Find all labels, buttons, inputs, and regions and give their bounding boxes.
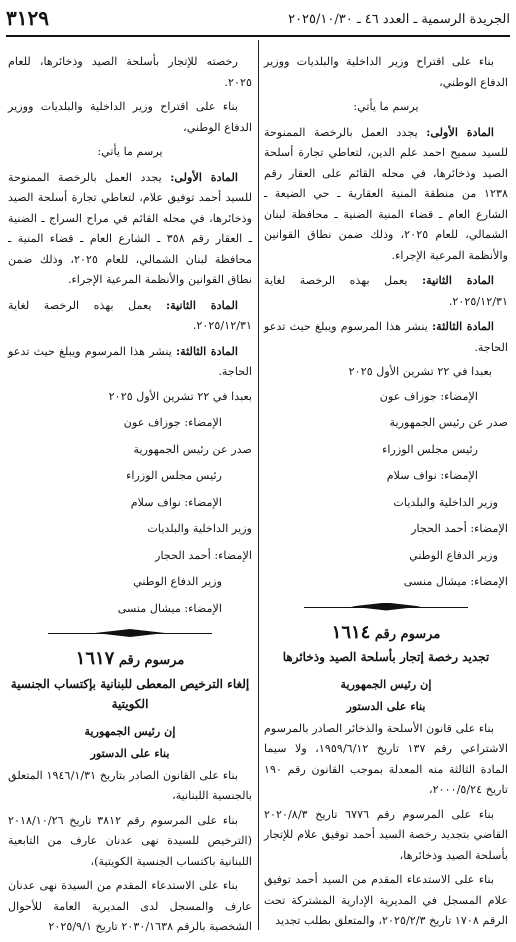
article-2	[264, 270, 508, 312]
president-heading: إن رئيس الجمهورية	[84, 723, 176, 738]
decree-title	[264, 623, 508, 646]
article-label: المادة الأولى:	[170, 169, 238, 184]
constitution-heading: بناء على الدستور	[90, 746, 170, 760]
page-number: ٣١٢٩	[6, 6, 49, 30]
decree-date: بعبدا في ٢٢ تشرين الأول ٢٠٢٥	[108, 389, 252, 403]
paragraph: رخصته للإتجار بأسلحة الصيد وذخائرها، للعام ٢٠٢٥.	[8, 55, 252, 89]
header-rule	[6, 35, 510, 37]
column-divider	[258, 40, 259, 930]
president-signature: الإمضاء: جوزاف عون	[123, 416, 222, 429]
article-label: المادة الأولى:	[426, 124, 494, 139]
paragraph: بناء على القانون الصادر بتاريخ ١٩٤٦/١/٣١ المتعلق بالجنسية اللبنانية،	[8, 768, 252, 802]
article-text: يعمل بهذه الرخصة لغاية ٢٠٢٥/١٢/٣١.	[8, 298, 252, 332]
article-label: المادة الثالثة:	[176, 343, 238, 358]
decree-number: ١٦١٤	[331, 621, 371, 643]
article-text: يجدد العمل بالرخصة الممنوحة للسيد أحمد توفيق علام، لتعاطي تجارة أسلحة الصيد وذخائرها، في محله القائم في مراح السراج ـ الضنية ـ العقار رقم ٣٥٨ ـ الشارع العام ـ قضاء المنية ـ محافظة لبنان الشمالي، للعام ٢٠٢٥، وذلك ضمن نطاق القوانين والأنظمة المرعية الإجراء.	[8, 170, 252, 286]
article-3	[264, 316, 508, 358]
left-column	[8, 52, 252, 942]
paragraph: بناء على المرسوم رقم ٦٧٧٦ تاريخ ٢٠٢٠/٨/٣ القاضي بتجديد رخصة السيد أحمد توفيق علام للإتجار بأسلحة الصيد وذخائرها،	[264, 807, 508, 862]
article-text: يعمل بهذه الرخصة لغاية ٢٠٢٥/١٢/٣١.	[264, 274, 508, 308]
defense-minister-signature: الإمضاء: ميشال منسى	[403, 575, 508, 588]
article-text: ينشر هذا المرسوم ويبلغ حيث تدعو الحاجة.	[8, 344, 252, 378]
page-header	[6, 4, 510, 34]
interior-minister-title: وزير الداخلية والبلديات	[393, 495, 498, 509]
paragraph: بناء على المرسوم رقم ٣٨١٢ تاريخ ٢٠١٨/١٠/٢٦ (الترخيص للسيدة نهى عدنان عارف من التابعية اللبنانية باكتساب الجنسية الكويتية)،	[8, 813, 252, 868]
paragraph: بناء على قانون الأسلحة والذخائر الصادر بالمرسوم الاشتراعي رقم ١٣٧ تاريخ ١٩٥٩/٦/١٢، ولا سيما المادة الثالثة منه المعدلة بموجب القانون رقم ١٩٠ تاريخ ٢٠٠٠/٥/٢٤،	[264, 721, 508, 796]
decree-title	[8, 649, 252, 672]
interior-minister-signature: الإمضاء: أحمد الحجار	[155, 548, 252, 562]
defense-minister-signature: الإمضاء: ميشال منسى	[117, 601, 222, 615]
defense-minister-title: وزير الدفاع الوطني	[409, 548, 498, 562]
right-column	[264, 52, 508, 936]
interior-minister-title: وزير الداخلية والبلديات	[147, 522, 252, 535]
gazette-title: الجريدة الرسمية ـ العدد ٤٦ ـ ٢٠٢٥/١٠/٣٠	[288, 12, 510, 27]
paragraph: بناء على اقتراح وزير الداخلية والبلديات ووزير الدفاع الوطني،	[264, 55, 508, 89]
decree-subject: إلغاء الترخيص المعطى للبنانية بإكتساب الجنسية الكويتية	[10, 676, 250, 711]
constitution-heading: بناء على الدستور	[346, 699, 426, 713]
decree-number: ١٦١٧	[75, 648, 115, 669]
pm-signature: الإمضاء: نواف سلام	[386, 469, 478, 482]
section-divider	[264, 599, 508, 617]
article-1	[264, 122, 508, 267]
article-text: يجدد العمل بالرخصة الممنوحة للسيد سميح احمد علم الدين، لتعاطي تجارة أسلحة الصيد وذخائرها، في محله القائم على العقار رقم ١٢٣٨ من منطقة المنية العقارية ـ حي الضيعة ـ الشارع العام ـ قضاء المنية الضنية ـ محافظة لبنان الشمالي، للعام ٢٠٢٥، وذلك ضمن نطاق القوانين والأنظمة المرعية الإجراء.	[264, 125, 508, 262]
paragraph: بناء على الاستدعاء المقدم من السيد أحمد توفيق علام المسجل في المديرية الإدارية المشتركة تحت الرقم ١٧٠٨ تاريخ ٢٠٢٥/٢/٣، والمتعلق بطلب تجديد	[264, 873, 508, 927]
president-signature: الإمضاء: جوزاف عون	[379, 389, 478, 403]
article-1	[8, 167, 252, 291]
pm-title: رئيس مجلس الوزراء	[382, 442, 478, 456]
issued-by: صدر عن رئيس الجمهورية	[389, 416, 508, 429]
article-2	[8, 295, 252, 337]
paragraph: بناء على الاستدعاء المقدم من السيدة نهى عدنان عارف والمسجل لدى المديرية العامة للأحوال الشخصية بالرقم ٢٠٣٠/١٦٣٨ تاريخ ٢٠٢٥/٩/١	[8, 879, 252, 933]
article-label: المادة الثانية:	[166, 297, 238, 312]
pm-signature: الإمضاء: نواف سلام	[130, 495, 222, 509]
decrees-heading: يرسم ما يأتي:	[353, 100, 419, 113]
decrees-heading: يرسم ما يأتي:	[97, 145, 163, 158]
article-text: ينشر هذا المرسوم ويبلغ حيث تدعو الحاجة.	[264, 320, 508, 354]
decree-prefix: مرسوم رقم	[118, 653, 185, 668]
decree-date: بعبدا في ٢٢ تشرين الأول ٢٠٢٥	[348, 365, 492, 378]
pm-title: رئيس مجلس الوزراء	[126, 469, 222, 482]
article-label: المادة الثالثة:	[432, 319, 494, 333]
article-3	[8, 341, 252, 383]
section-divider	[8, 625, 252, 643]
interior-minister-signature: الإمضاء: أحمد الحجار	[411, 522, 508, 535]
decree-prefix: مرسوم رقم	[374, 626, 441, 642]
defense-minister-title: وزير الدفاع الوطني	[133, 575, 222, 588]
article-label: المادة الثانية:	[422, 273, 494, 287]
president-heading: إن رئيس الجمهورية	[340, 676, 432, 691]
paragraph: بناء على اقتراح وزير الداخلية والبلديات ووزير الدفاع الوطني،	[8, 100, 252, 134]
issued-by: صدر عن رئيس الجمهورية	[133, 442, 252, 456]
decree-subject: تجديد رخصة إتجار بأسلحة الصيد وذخائرها	[282, 650, 490, 664]
